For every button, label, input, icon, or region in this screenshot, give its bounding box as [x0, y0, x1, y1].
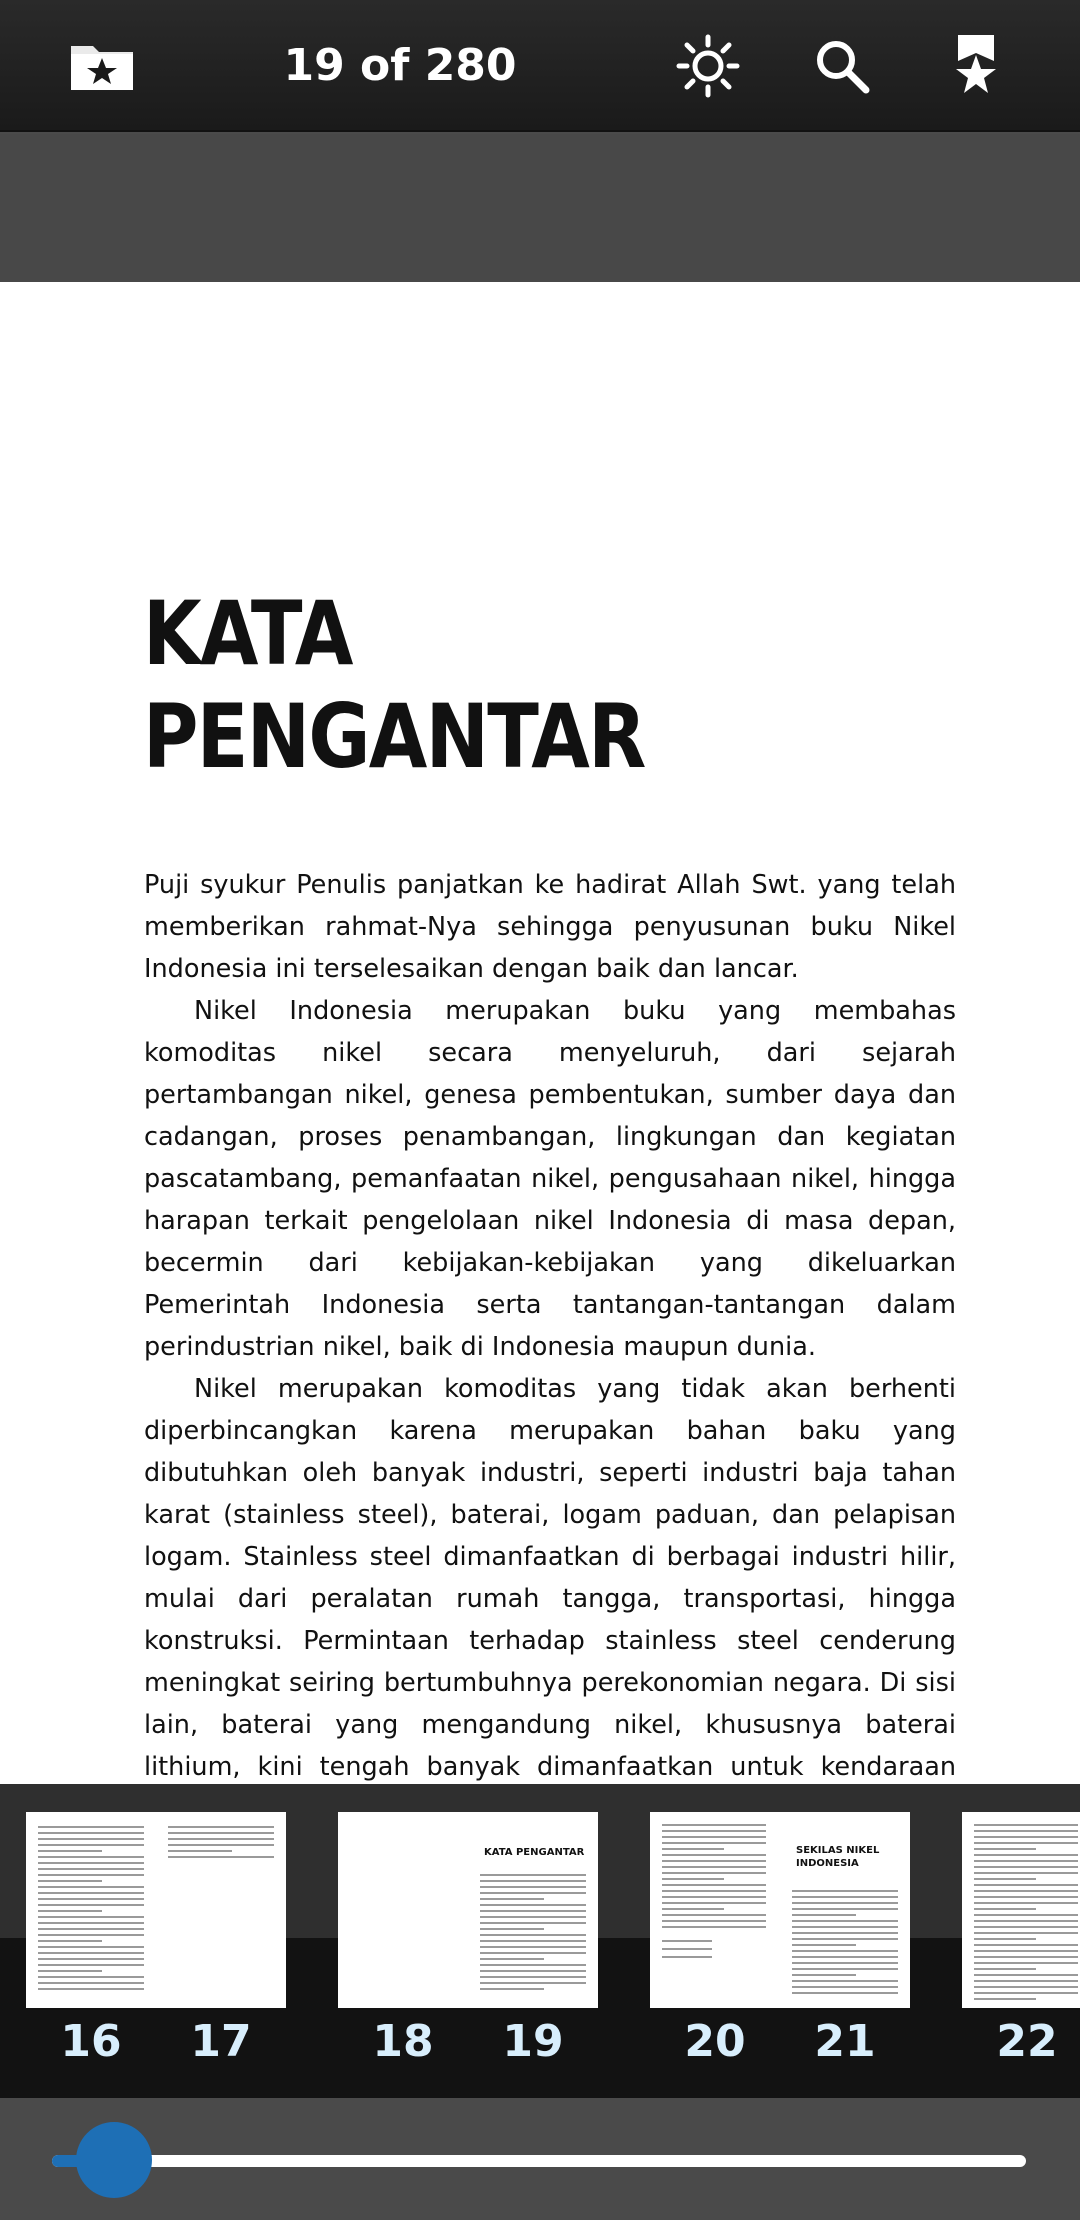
thumbnail-text-line: [974, 1878, 1036, 1880]
paragraph-1: Puji syukur Penulis panjatkan ke hadirat Allah Swt. yang telah memberikan rahmat-Nya sehingga penyusunan buku Nikel Indonesia ini terselesaikan dengan baik dan lancar.: [144, 870, 956, 984]
thumbnail-text-line: [480, 1976, 586, 1978]
thumbnail-text-line: [974, 1926, 1078, 1928]
thumbnail-text-line: [168, 1826, 274, 1828]
thumbnail-text-line: [662, 1866, 766, 1868]
thumbnail-text-line: [792, 1908, 898, 1910]
thumbnail-text-line: [974, 1992, 1078, 1994]
thumbnail-text-line: [38, 1880, 102, 1882]
thumbnail-text-line: [974, 1920, 1078, 1922]
thumbnail-page-20[interactable]: [650, 1812, 780, 2008]
page-number-label: 20: [684, 2016, 746, 2067]
thumbnail-text-line: [38, 1862, 144, 1864]
thumbnail-text-line: [662, 1948, 712, 1950]
thumbnail-text-line: [792, 1920, 898, 1922]
thumbnail-text-line: [38, 1898, 144, 1900]
thumbnail-text-line: [792, 1956, 898, 1958]
thumbnail-text-line: [792, 1932, 898, 1934]
thumbnail-text-line: [662, 1896, 766, 1898]
thumbnail-text-line: [792, 1914, 856, 1916]
thumbnail-strip[interactable]: [0, 1784, 1080, 2098]
thumbnail-text-line: [974, 1824, 1078, 1826]
thumbnail-text-line: [662, 1884, 766, 1886]
thumbnail-text-line: [38, 1988, 144, 1990]
thumbnail-text-line: [792, 1926, 898, 1928]
thumbnail-text-line: [38, 1934, 144, 1936]
thumbnail-text-line: [974, 1896, 1078, 1898]
thumbnail-text-line: [974, 1962, 1078, 1964]
thumbnail-text-line: [974, 1902, 1078, 1904]
thumbnail-text-line: [38, 1868, 144, 1870]
thumbnail-text-line: [480, 1928, 544, 1930]
thumbnail-text-line: [38, 1850, 102, 1852]
thumbnail-page-17[interactable]: [156, 1812, 286, 2008]
thumbnail-text-line: [974, 1986, 1078, 1988]
thumbnail-text-line: [792, 1890, 898, 1892]
thumbnail-text-line: [38, 1916, 144, 1918]
thumbnail-text-line: [974, 1938, 1036, 1940]
thumbnail-text-line: [662, 1890, 766, 1892]
slider-handle[interactable]: [76, 2122, 152, 2198]
folder-star-icon: [67, 36, 137, 96]
thumbnail-text-line: [662, 1848, 724, 1850]
thumbnail-text-line: [792, 1938, 898, 1940]
thumbnail-text-line: [662, 1914, 766, 1916]
thumbnail-text-line: [662, 1956, 712, 1958]
thumbnail-text-line: [662, 1926, 766, 1928]
thumbnail-text-line: [662, 1830, 766, 1832]
page-number-label: 21: [814, 2016, 876, 2067]
thumbnail-text-line: [662, 1902, 766, 1904]
thumbnail-heading: SEKILAS NIKEL INDONESIA: [796, 1845, 880, 1869]
thumbnail-text-line: [168, 1838, 274, 1840]
thumbnail-text-line: [38, 1910, 102, 1912]
thumbnail-text-line: [792, 1896, 898, 1898]
page-body: [144, 864, 956, 1784]
thumbnail-text-line: [38, 1844, 144, 1846]
thumbnail-page-21[interactable]: [780, 1812, 910, 2008]
thumbnail-text-line: [480, 1964, 586, 1966]
thumbnail-text-line: [662, 1908, 724, 1910]
thumbnail-text-line: [480, 1934, 586, 1936]
thumbnail-text-line: [480, 1874, 586, 1876]
thumbnail-text-line: [480, 1988, 544, 1990]
thumbnail-text-line: [974, 1890, 1078, 1892]
page-number-label: 22: [996, 2016, 1058, 2067]
thumbnail-text-line: [38, 1940, 102, 1942]
thumbnail-text-line: [974, 1974, 1078, 1976]
thumbnail-text-line: [168, 1844, 274, 1846]
thumbnail-text-line: [792, 1974, 856, 1976]
thumbnail-text-line: [792, 1902, 898, 1904]
thumbnail-page-19[interactable]: [468, 1812, 598, 2008]
thumbnail-text-line: [974, 1914, 1078, 1916]
thumbnail-text-line: [480, 1880, 586, 1882]
thumbnail-text-line: [480, 1922, 586, 1924]
thumbnail-text-line: [38, 1946, 144, 1948]
thumbnail-text-line: [38, 1922, 144, 1924]
thumbnail-text-line: [38, 1838, 144, 1840]
slider-track[interactable]: [52, 2155, 1026, 2167]
library-button[interactable]: [62, 26, 142, 106]
thumbnail-text-line: [974, 1860, 1078, 1862]
thumbnail-page-18[interactable]: [338, 1812, 468, 2008]
thumbnail-text-line: [662, 1836, 766, 1838]
thumbnail-text-line: [974, 1836, 1078, 1838]
thumbnail-text-line: [974, 1950, 1078, 1952]
thumbnail-text-line: [974, 1872, 1078, 1874]
thumbnail-text-line: [792, 1992, 898, 1994]
thumbnail-text-line: [38, 1982, 144, 1984]
thumbnail-text-line: [480, 1958, 544, 1960]
thumbnail-text-line: [974, 1980, 1078, 1982]
brightness-button[interactable]: [668, 26, 748, 106]
thumbnail-text-line: [974, 1998, 1036, 2000]
thumbnail-text-line: [974, 1944, 1078, 1946]
page-number-label: 16: [60, 2016, 122, 2067]
thumbnail-text-line: [974, 1932, 1078, 1934]
thumbnail-text-line: [168, 1832, 274, 1834]
thumbnail-text-line: [38, 1976, 144, 1978]
thumbnail-text-line: [662, 1854, 766, 1856]
thumbnail-text-line: [662, 1860, 766, 1862]
thumbnail-text-line: [792, 1980, 898, 1982]
thumbnail-text-line: [792, 1968, 898, 1970]
thumbnail-text-line: [38, 1832, 144, 1834]
thumbnail-page-22[interactable]: [962, 1812, 1080, 2008]
thumbnail-text-line: [974, 1968, 1036, 1970]
thumbnail-text-line: [480, 1904, 586, 1906]
thumbnail-text-line: [974, 1956, 1078, 1958]
search-button[interactable]: [802, 26, 882, 106]
thumbnail-text-line: [480, 1946, 586, 1948]
thumbnail-text-line: [792, 1962, 898, 1964]
thumbnail-text-line: [480, 1892, 586, 1894]
top-toolbar: [0, 0, 1080, 132]
paragraph-3: Nikel merupakan komoditas yang tidak akan berhenti diperbincangkan karena merupakan bahan baku yang dibutuhkan oleh banyak industri, seperti industri baja tahan karat (stainless steel), baterai, logam paduan, dan pelapisan logam. Stainless steel dimanfaatkan di berbagai industri hilir, mulai dari peralatan rumah tangga, transportasi, hingga konstruksi. Permintaan terhadap stainless steel cenderung meningkat seiring bertumbuhnya perekonomian negara. Di sisi lain, baterai yang mengandung nikel, khususnya baterai lithium, kini tengah banyak dimanfaatkan untuk kendaraan: [144, 1374, 956, 1782]
thumbnail-text-line: [974, 1866, 1078, 1868]
page-slider[interactable]: [0, 2098, 1080, 2220]
thumbnail-text-line: [38, 1826, 144, 1828]
thumbnail-text-line: [974, 1908, 1036, 1910]
page-number-label: 19: [502, 2016, 564, 2067]
thumbnail-text-line: [662, 1878, 724, 1880]
page-counter: 19 of 280: [283, 40, 517, 91]
thumbnail-text-line: [480, 1952, 586, 1954]
search-icon: [812, 36, 872, 96]
thumbnail-text-line: [480, 1910, 586, 1912]
thumbnail-text-line: [38, 1892, 144, 1894]
thumbnail-text-line: [974, 1848, 1036, 1850]
brightness-icon: [676, 34, 740, 98]
thumbnail-text-line: [974, 1830, 1078, 1832]
bookmark-button[interactable]: [936, 26, 1016, 106]
thumbnail-text-line: [38, 1874, 144, 1876]
page-number-label: 18: [372, 2016, 434, 2067]
thumbnail-text-line: [974, 1884, 1078, 1886]
thumbnail-text-line: [38, 1904, 144, 1906]
thumbnail-text-line: [792, 1986, 898, 1988]
thumbnail-text-line: [480, 1916, 586, 1918]
thumbnail-text-line: [662, 1842, 766, 1844]
thumbnail-text-line: [38, 1970, 102, 1972]
thumbnail-heading: KATA PENGANTAR: [484, 1847, 585, 1858]
thumbnail-text-line: [662, 1824, 766, 1826]
thumbnail-text-line: [168, 1856, 274, 1858]
page-gutter: [0, 134, 1080, 282]
thumbnail-text-line: [974, 1842, 1078, 1844]
bookmark-star-icon: [950, 33, 1002, 99]
thumbnail-text-line: [792, 1944, 856, 1946]
thumbnail-text-line: [38, 1886, 144, 1888]
paragraph-2: Nikel Indonesia merupakan buku yang membahas komoditas nikel secara menyeluruh, dari sejarah pertambangan nikel, genesa pembentukan, sumber daya dan cadangan, proses penambangan, lingkungan dan kegiatan pascatambang, pemanfaatan nikel, pengusahaan nikel, hingga harapan terkait pengelolaan nikel Indonesia di masa depan, becermin dari kebijakan-kebijakan yang dikeluarkan Pemerintah Indonesia serta tantangan-tantangan dalam perindustrian nikel, baik di Indonesia maupun dunia.: [144, 996, 956, 1362]
thumbnail-text-line: [38, 1964, 144, 1966]
thumbnail-text-line: [38, 1958, 144, 1960]
book-page[interactable]: [0, 282, 1080, 1784]
thumbnail-text-line: [480, 1982, 586, 1984]
thumbnail-text-line: [662, 1920, 766, 1922]
thumbnail-text-line: [792, 1950, 898, 1952]
page-number-label: 17: [190, 2016, 252, 2067]
thumbnail-text-line: [662, 1872, 766, 1874]
thumbnail-page-16[interactable]: [26, 1812, 156, 2008]
thumbnail-text-line: [480, 1970, 586, 1972]
thumbnail-text-line: [38, 1856, 144, 1858]
thumbnail-text-line: [480, 1898, 544, 1900]
thumbnail-text-line: [38, 1928, 144, 1930]
thumbnail-text-line: [480, 1886, 586, 1888]
thumbnail-text-line: [38, 1952, 144, 1954]
thumbnail-text-line: [168, 1850, 232, 1852]
thumbnail-text-line: [662, 1940, 712, 1942]
thumbnail-text-line: [480, 1940, 586, 1942]
page-title: KATA PENGANTAR: [143, 582, 645, 788]
thumbnail-text-line: [974, 1854, 1078, 1856]
